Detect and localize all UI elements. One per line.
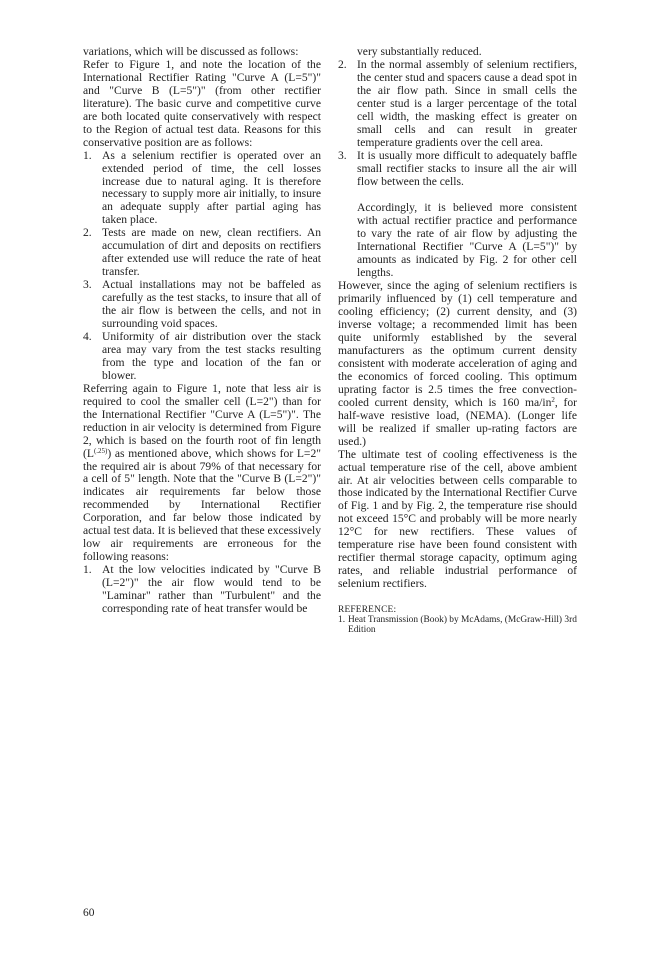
erroneous-reasons-list-continued [338,59,577,189]
right-column [338,46,577,636]
erroneous-reasons-list [83,564,321,616]
reference-item: 1. Heat Transmission (Book) by McAdams, (McGraw-Hill) 3rd Edition [338,615,577,636]
list-item: 4. Uniformity of air distribution over the stack area may vary from the test stacks resulting from the type and location of the fan or blower. [83,329,321,382]
ultimate-test-paragraph: The ultimate test of cooling effectiveness is the actual temperature rise of the cell, above ambient air. At air velocities between cells comparable to those indicated by the International Rectifier Curve of Fig. 1 and by Fig. 2, the temperature rise should not exceed 15°C and probably will be more nearly 12°C for new rectifiers. These values of temperature rise have been found consistent with rectifier thermal storage capacity, optimum aging rates, and reliable industrial performance of selenium rectifiers. [338,447,577,591]
list-item: 2. Tests are made on new, clean rectifiers. An accumulation of dirt and deposits on rectifiers after extended use will reduce the rate of heat transfer. [83,226,321,279]
aging-paragraph: However, since the aging of selenium rectifiers is primarily influenced by (1) cell temperature and cooling efficiency; (2) current density, and (3) inverse voltage; a recommended limit has been quite uniformly established by the several manufacturers as the optimum current density consistent with moderate acceleration of aging and the economics of forced cooling. This optimum uprating factor is 2.5 times the free convection-cooled current density, which is 160 $ma/in^2$, for half-wave resistive load, (NEMA). (Longer life will be realized if smaller up-rating factors are used.) [338,279,577,448]
list-item: 1. As a selenium rectifier is operated over an extended period of time, the cell losses increase due to natural aging. It is therefore necessary to supply more air initially, to insure an adequate supply after partial aging has taken place. [83,148,321,227]
reference-heading: REFERENCE: [338,605,397,616]
left-column [83,46,321,616]
list-item: 3. It is usually more difficult to adequately baffle small rectifier stacks to insure all the air will flow between the cells. [338,148,577,188]
reasons-list [83,150,321,383]
accordingly-paragraph: Accordingly, it is believed more consistent with actual rectifier practice and performance to vary the rate of air flow by adjusting the International Rectifier "Curve A (L=5")" by amounts as indicated by Fig. 2 for other cell lengths. [357,201,577,280]
list-item: 1. At the low velocities indicated by "Curve B (L=2")" the air flow would tend to be "Laminar" rather than "Turbulent" and the corresponding rate of heat transfer would be [83,563,321,615]
list-item: 2. In the normal assembly of selenium rectifiers, the center stud and spacers cause a dead spot in the air flow path. Since in small cells the center stud is a larger percentage of the total cell width, the masking effect is greater on small cells and can result in greater temperature gradients over the cell area. [338,57,577,149]
paragraph-figure2: Referring again to Figure 1, note that less air is required to cool the smaller cell (L=2") than for the International Rectifier "Curve A (L=5")". The reduction in air velocity is determined from Figure 2, which is based on the fourth root of fin length $(L^{(.25)})$ as mentioned above, which shows for L=2" the required air is about 79% of that necessary for a cell of 5" length. Note that the "Curve B (L=2")" indicates air requirements far below those recommended by International Rectifier Corporation, and far below those indicated by actual test data. It is believed that these excessively low air requirements are erroneous for the following reasons: [83,381,321,564]
paragraph-figure1: Refer to Figure 1, and note the location of the International Rectifier Rating "Curve A (L=5")" and "Curve B (L=5")" (from other rectifier literature). The basic curve and competitive curve are both located quite conservatively with respect to the Region of actual test data. Reasons for this conservative position are as follows: [83,57,321,149]
reference-section [338,605,577,636]
intro-text: variations, which will be discussed as follows: [83,45,299,58]
continued-text: very substantially reduced. [357,45,482,58]
page-number: 60 [83,907,95,919]
list-item: 3. Actual installations may not be baffeled as carefully as the test stacks, to insure that all of the air flow is between the cells, and not in surrounding void spaces. [83,278,321,331]
